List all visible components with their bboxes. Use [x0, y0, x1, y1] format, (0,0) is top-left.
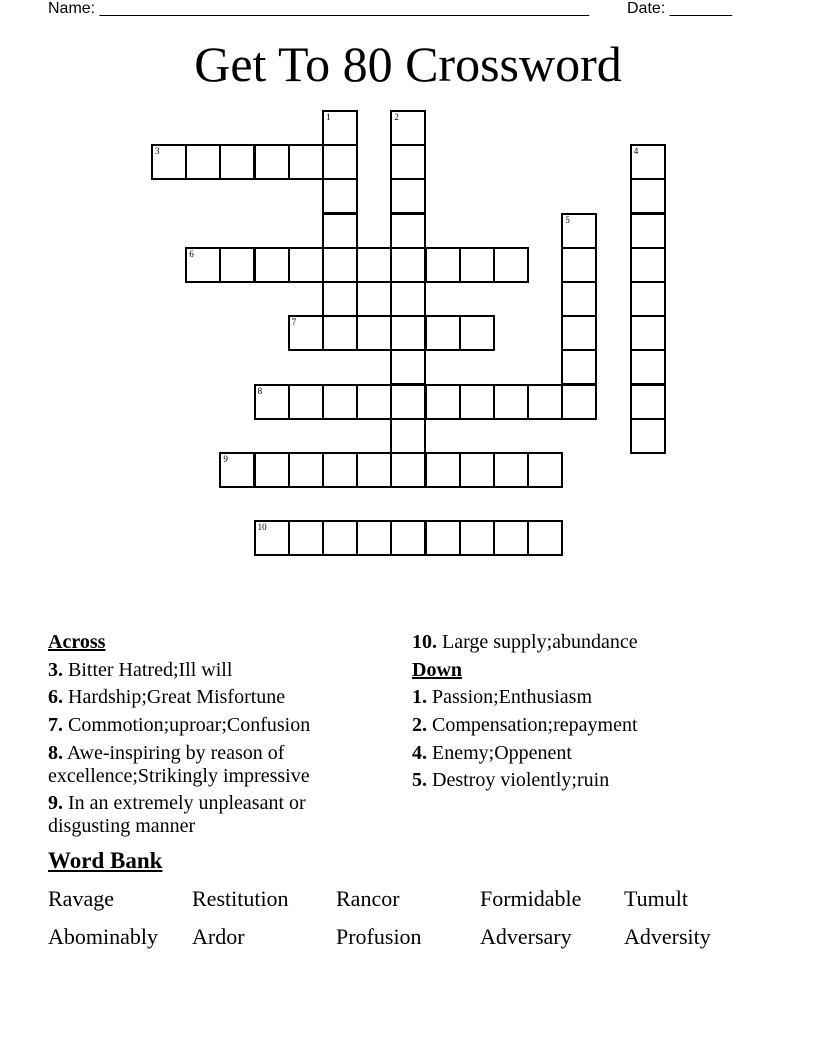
clue-number: 3: [155, 146, 160, 157]
word-bank-item: Ravage: [48, 886, 114, 911]
crossword-cell[interactable]: [322, 247, 358, 283]
crossword-cell[interactable]: [322, 144, 358, 180]
crossword-cell[interactable]: [356, 384, 392, 420]
crossword-cell[interactable]: [390, 281, 426, 317]
word-bank-item: Restitution: [192, 886, 289, 911]
crossword-cell[interactable]: [527, 384, 563, 420]
clue-number: 6: [189, 248, 194, 259]
word-bank-item: Abominably: [48, 924, 158, 949]
crossword-cell[interactable]: [322, 178, 358, 214]
down-clue-2: 2. Compensation;repayment: [412, 714, 638, 737]
crossword-cell[interactable]: [322, 520, 358, 556]
word-bank-item: Tumult: [624, 886, 689, 911]
clue-number: 5: [565, 214, 570, 225]
crossword-cell[interactable]: [322, 452, 358, 488]
crossword-cell[interactable]: [493, 247, 529, 283]
word-bank-item: Ardor: [192, 924, 245, 949]
across-clue-9: 9. In an extremely unpleasant or disgusting manner: [48, 792, 306, 838]
word-bank-item: Adversity: [624, 924, 711, 949]
crossword-cell[interactable]: [459, 384, 495, 420]
crossword-cell[interactable]: [288, 247, 324, 283]
crossword-cell[interactable]: [288, 452, 324, 488]
crossword-cell[interactable]: [219, 452, 255, 488]
crossword-cell[interactable]: [527, 452, 563, 488]
crossword-cell[interactable]: [425, 247, 461, 283]
crossword-cell[interactable]: [630, 349, 666, 385]
page-title: Get To 80 Crossword: [194, 36, 622, 92]
crossword-cell[interactable]: [493, 520, 529, 556]
across-heading: Across: [48, 631, 106, 653]
crossword-cell[interactable]: [630, 213, 666, 249]
across-clue-6: 6. Hardship;Great Misfortune: [48, 686, 286, 709]
word-bank-item: Profusion: [336, 924, 422, 949]
crossword-cell[interactable]: [356, 247, 392, 283]
crossword-cell[interactable]: [254, 520, 290, 556]
crossword-cell[interactable]: [254, 384, 290, 420]
crossword-cell[interactable]: [390, 349, 426, 385]
crossword-cell[interactable]: [254, 452, 290, 488]
crossword-cell[interactable]: [288, 384, 324, 420]
crossword-cell[interactable]: [390, 418, 426, 454]
crossword-cell[interactable]: [561, 281, 597, 317]
crossword-cell[interactable]: [630, 281, 666, 317]
crossword-cell[interactable]: [185, 144, 221, 180]
word-bank-item: Rancor: [336, 886, 400, 911]
word-bank-item: Formidable: [480, 886, 582, 911]
clue-number: 7: [291, 317, 297, 328]
crossword-cell[interactable]: [288, 520, 324, 556]
crossword-cell[interactable]: [630, 418, 666, 454]
crossword-cell[interactable]: [356, 520, 392, 556]
crossword-cell[interactable]: [254, 144, 290, 180]
crossword-cell[interactable]: [561, 384, 597, 420]
crossword-cell[interactable]: [151, 144, 187, 180]
crossword-cell[interactable]: [561, 213, 597, 249]
crossword-cell[interactable]: [390, 384, 426, 420]
clue-number: 1: [326, 112, 331, 122]
crossword-cell[interactable]: [185, 247, 221, 283]
crossword-cell[interactable]: [356, 315, 392, 351]
down-clue-5: 5. Destroy violently;ruin: [412, 769, 610, 792]
crossword-cell[interactable]: [322, 213, 358, 249]
clue-number: 8: [257, 385, 263, 396]
crossword-cell[interactable]: [390, 452, 426, 488]
crossword-cell[interactable]: [630, 178, 666, 214]
clue-number: 2: [394, 112, 399, 122]
crossword-cell[interactable]: [561, 349, 597, 385]
crossword-cell[interactable]: [630, 384, 666, 420]
name-field: Name: _______________________________________________________: [48, 0, 589, 17]
crossword-cell[interactable]: [425, 520, 461, 556]
across-clue-7: 7. Commotion;uproar;Confusion: [48, 714, 311, 737]
crossword-cell[interactable]: [630, 315, 666, 351]
date-field: Date: _______: [627, 0, 732, 17]
crossword-cell[interactable]: [390, 144, 426, 180]
crossword-cell[interactable]: [288, 315, 324, 351]
down-clue-4: 4. Enemy;Oppenent: [412, 741, 572, 764]
crossword-cell[interactable]: [322, 110, 358, 146]
crossword-cell[interactable]: [561, 315, 597, 351]
crossword-cell[interactable]: [630, 144, 666, 180]
crossword-cell[interactable]: [322, 281, 358, 317]
crossword-cell[interactable]: [425, 315, 461, 351]
crossword-cell[interactable]: [288, 144, 324, 180]
word-bank-heading: Word Bank: [48, 848, 163, 873]
crossword-cell[interactable]: [322, 315, 358, 351]
crossword-cell[interactable]: [561, 247, 597, 283]
crossword-cell[interactable]: [390, 247, 426, 283]
across-clue-3: 3. Bitter Hatred;Ill will: [48, 658, 233, 681]
crossword-cell[interactable]: [459, 247, 495, 283]
crossword-cell[interactable]: [527, 520, 563, 556]
crossword-cell[interactable]: [459, 520, 495, 556]
crossword-cell[interactable]: [390, 110, 426, 146]
word-bank-item: Adversary: [480, 924, 572, 949]
clues-left-column: [48, 631, 388, 838]
crossword-cell[interactable]: [254, 247, 290, 283]
down-heading: Down: [412, 658, 463, 681]
crossword-cell[interactable]: [219, 247, 255, 283]
crossword-cell[interactable]: [390, 178, 426, 214]
across-clue-8: 8. Awe-inspiring by reason of excellence;Strikingly impressive: [48, 741, 310, 787]
clues-right-column: [412, 631, 772, 792]
crossword-cell[interactable]: [493, 452, 529, 488]
crossword-cell[interactable]: [459, 452, 495, 488]
crossword-grid: [151, 110, 665, 555]
clue-number: 10: [257, 522, 267, 533]
crossword-cell[interactable]: [390, 213, 426, 249]
crossword-cell[interactable]: [425, 384, 461, 420]
down-clue-1: 1. Passion;Enthusiasm: [412, 686, 593, 709]
clue-number: 4: [633, 146, 639, 157]
crossword-cell[interactable]: [493, 384, 529, 420]
crossword-cell[interactable]: [322, 384, 358, 420]
crossword-cell[interactable]: [390, 315, 426, 351]
across-clue-10: 10. Large supply;abundance: [412, 631, 638, 653]
crossword-cell[interactable]: [219, 144, 255, 180]
clue-number: 9: [223, 454, 228, 464]
crossword-cell[interactable]: [630, 247, 666, 283]
crossword-cell[interactable]: [459, 315, 495, 351]
crossword-cell[interactable]: [356, 452, 392, 488]
crossword-cell[interactable]: [390, 520, 426, 556]
crossword-cell[interactable]: [425, 452, 461, 488]
